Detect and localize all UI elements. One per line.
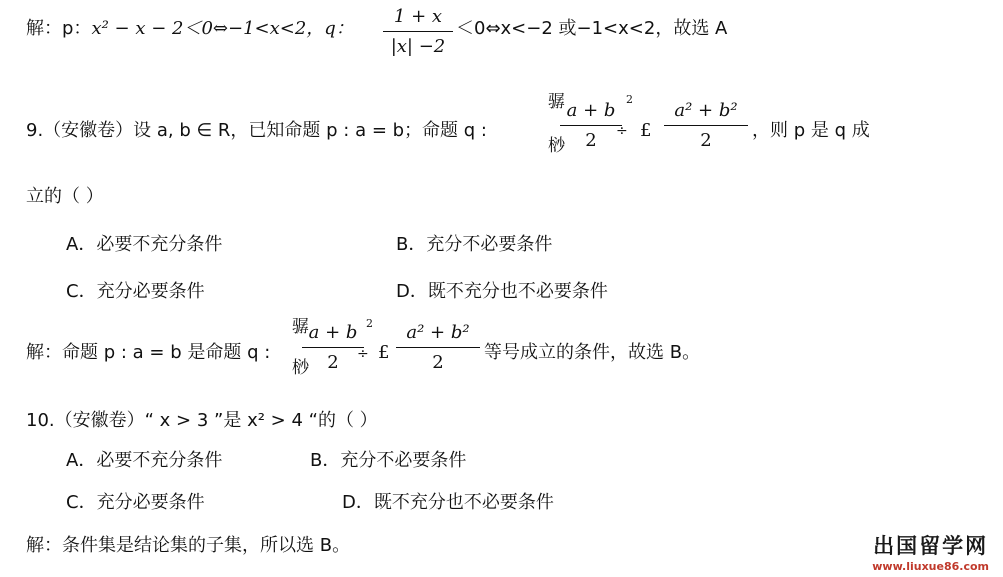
s9-square-exponent: 2 [366,317,373,330]
fraction-numerator: a² + b² [674,100,738,121]
solution-8 [26,20,354,38]
question-9-tail: ，则 p 是 q 成 [752,120,870,141]
fraction-denominator: 2 [432,352,444,373]
fraction-numerator: a² + b² [406,322,470,343]
site-watermark [872,530,989,573]
q9-fraction-left [560,100,622,151]
q9-option-d: D．既不充分也不必要条件 [396,281,608,302]
solution-8-q-fraction [383,6,453,57]
s9-le-symbol: £ [378,342,390,363]
solution-8-lead: 解：p： [26,18,92,39]
question-9-stem: 9.（安徽卷）设 a, b ∈ R，已知命题 p : a = b；命题 q : [26,120,487,141]
solution-10: 解：条件集是结论集的子集，所以选 B。 [26,535,351,556]
q9-paren-bottom: 桫 [548,136,565,156]
fraction-numerator: a + b [308,322,358,343]
fraction-bar [383,31,453,32]
fraction-denominator: 2 [327,352,339,373]
fraction-denominator: 2 [585,130,597,151]
q9-option-a: A．必要不充分条件 [66,234,223,255]
fraction-denominator: 2 [700,130,712,151]
q9-paren-close: ÷ [616,123,628,139]
s9-fraction-left [302,322,364,373]
watermark-title: 出国留学网 [873,534,989,558]
q10-option-d: D．既不充分也不必要条件 [342,492,554,513]
fraction-bar [302,347,364,348]
s9-fraction-right [396,322,480,373]
solution-8-tail: ＜0⇔x<−2 或−1<x<2，故选 A [456,18,728,39]
fraction-numerator: 1 + x [393,6,443,27]
fraction-denominator: |x| −2 [390,36,446,57]
question-10-stem: 10.（安徽卷）“ x > 3 ”是 x² > 4 “的（ ） [26,410,378,431]
fraction-bar [664,125,748,126]
solution-8-p-expression: x² − x − 2＜0⇔−1<x<2，q： [91,18,354,39]
q10-option-c: C．充分必要条件 [66,492,205,513]
q9-paren-top: 骣 [548,92,565,112]
s9-paren-close: ÷ [357,346,369,362]
q9-fraction-right [664,100,748,151]
q9-option-b: B．充分不必要条件 [396,234,553,255]
q9-le-symbol: £ [640,120,652,141]
watermark-url: www.liuxue86.com [872,560,989,573]
fraction-bar [560,125,622,126]
q10-option-b: B．充分不必要条件 [310,450,467,471]
question-9-stem-continued: 立的（ ） [26,186,104,207]
fraction-bar [396,347,480,348]
solution-9-tail: 等号成立的条件，故选 B。 [484,342,701,363]
q9-option-c: C．充分必要条件 [66,281,205,302]
fraction-numerator: a + b [566,100,616,121]
q9-square-exponent: 2 [626,93,633,106]
q10-option-a: A．必要不充分条件 [66,450,223,471]
solution-9-head: 解：命题 p : a = b 是命题 q : [26,342,271,363]
s9-paren-bottom: 桫 [292,358,309,378]
s9-paren-top: 骣 [292,317,309,337]
